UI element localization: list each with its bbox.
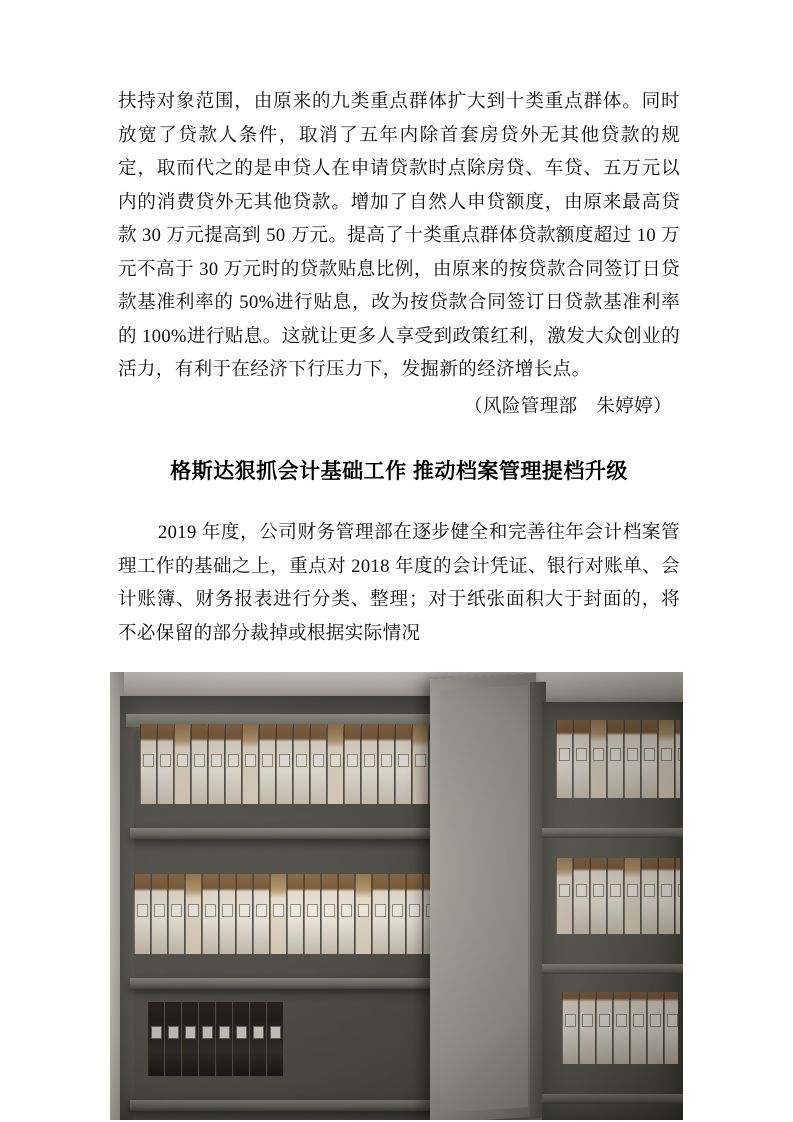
shelf-right-3	[542, 1094, 683, 1104]
binder-row-right-2	[556, 858, 680, 934]
binder-row-left-3	[148, 1002, 324, 1076]
shelf-right-1	[542, 828, 683, 838]
shelf-left-1	[130, 828, 468, 839]
binder-row-right-3	[562, 992, 678, 1064]
binder-row-left-2	[134, 872, 434, 954]
shelf-left-2	[130, 978, 468, 989]
photo-ceiling	[110, 672, 683, 694]
section-heading: 格斯达狠抓会计基础工作 推动档案管理提档升级	[170, 460, 628, 483]
paragraph-policy-support: 扶持对象范围，由原来的九类重点群体扩大到十类重点群体。同时放宽了贷款人条件，取消了五年内除首套房贷外无其他贷款的规定，取而代之的是申贷人在申请贷款时点除房贷、车贷、五万元以内的消费贷外无其他贷款。增加了自然人申贷额度，由原来最高贷款 30 万元提高到 50 万元。提高了十类重点群体贷款额度超过 10 万元不高于 30 万元时的贷款贴息比例，由原来的按贷款合同签订日贷款基准利率的 50%进行贴息，改为按贷款合同签订日贷款基准利率的 100%进行贴息。这就让更多人享受到政策红利，激发大众创业的活力，有利于在经济下行压力下，发掘新的经济增长点。	[118, 92, 680, 380]
photo-figure	[110, 672, 683, 1120]
shelf-left-3	[130, 1100, 468, 1111]
cabinet-door-inner-panel	[440, 685, 528, 1112]
document-body	[118, 86, 680, 651]
paragraph-signature: （风险管理部 朱婷婷）	[464, 396, 672, 417]
shelf-right-2	[542, 964, 683, 974]
binder-row-right-1	[556, 720, 680, 798]
binder-row-left-1	[140, 720, 432, 804]
cabinet-open-door	[430, 673, 536, 1120]
archive-cabinet-photo	[110, 672, 683, 1120]
paragraph-accounting-archives: 2019 年度，公司财务管理部在逐步健全和完善往年会计档案管理工作的基础之上，重点对 2018 年度的会计凭证、银行对账单、会计账簿、财务报表进行分类、整理；对于纸张面积大于封面的，将不必保留的部分裁掉或根据实际情况	[118, 523, 680, 644]
